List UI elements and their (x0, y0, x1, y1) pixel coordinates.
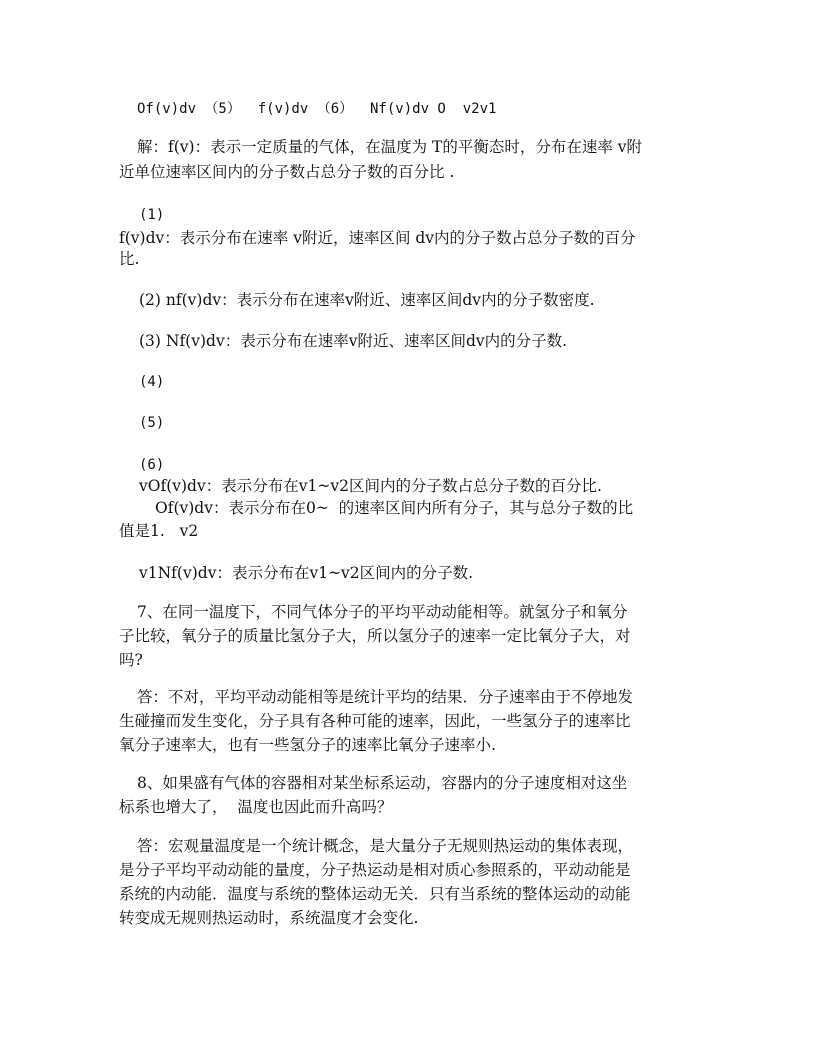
item-text-line: 比. (119, 250, 140, 268)
answer-8-line: 系统的内动能．温度与系统的整体运动无关．只有当系统的整体运动的动能 (119, 885, 631, 903)
answer-paragraph-line: 近单位速率区间内的分子数占总分子数的百分比 . (119, 163, 455, 181)
answer-7-line: 生碰撞而发生变化，分子具有各种可能的速率，因此，一些氢分子的速率比 (119, 712, 631, 730)
item-label: (1) (139, 207, 165, 223)
question-7-line: 7、在同一温度下，不同气体分子的平均平动动能相等。就氢分子和氧分 (137, 603, 628, 621)
question-8-line: 标系也增大了， 温度也因此而升高吗？ (119, 798, 393, 816)
question-8-line: 8、如果盛有气体的容器相对某坐标系运动，容器内的分子速度相对这坐 (137, 774, 628, 792)
item-label: (5) (139, 415, 165, 431)
answer-7-line: 氧分子速率大，也有一些氢分子的速率比氧分子速率小. (119, 736, 496, 754)
answer-7-line: 答：不对，平均平动动能相等是统计平均的结果．分子速率由于不停地发 (137, 688, 634, 706)
item-text-line: (3) Nf(v)dv：表示分布在速率v附近、速率区间dv内的分子数. (139, 332, 568, 350)
answer-8-line: 转变成无规则热运动时，系统温度才会变化. (119, 909, 419, 927)
item-text-line: Of(v)dv：表示分布在0~ 的速率区间内所有分子，其与总分子数的比 (155, 499, 634, 517)
item-text-line: f(v)dv：表示分布在速率 v附近，速率区间 dv内的分子数占总分子数的百分 (119, 229, 636, 247)
formula-line-integrals: Of(v)dv （5） f(v)dv （6） Nf(v)dv O v2v1 (137, 101, 497, 117)
item-text-line: (2) nf(v)dv：表示分布在速率v附近、速率区间dv内的分子数密度. (139, 291, 595, 309)
answer-paragraph-line: 解：f(v)：表示一定质量的气体，在温度为 T的平衡态时，分布在速率 v附 (137, 138, 643, 156)
item-text-line: 值是1. v2 (119, 522, 199, 540)
item-label: (4) (139, 374, 165, 390)
item-label: (6) (139, 457, 165, 473)
answer-8-line: 是分子平均平动动能的量度，分子热运动是相对质心参照系的，平动动能是 (119, 861, 631, 879)
item-text-line: v1Nf(v)dv：表示分布在v1~v2区间内的分子数. (139, 564, 474, 582)
question-7-line: 子比较，氧分子的质量比氢分子大，所以氢分子的速率一定比氧分子大，对 (119, 627, 631, 645)
answer-8-line: 答：宏观量温度是一个统计概念，是大量分子无规则热运动的集体表现， (137, 837, 634, 855)
question-7-line: 吗? (119, 651, 143, 669)
item-text-line: vOf(v)dv：表示分布在v1~v2区间内的分子数占总分子数的百分比. (139, 477, 602, 495)
